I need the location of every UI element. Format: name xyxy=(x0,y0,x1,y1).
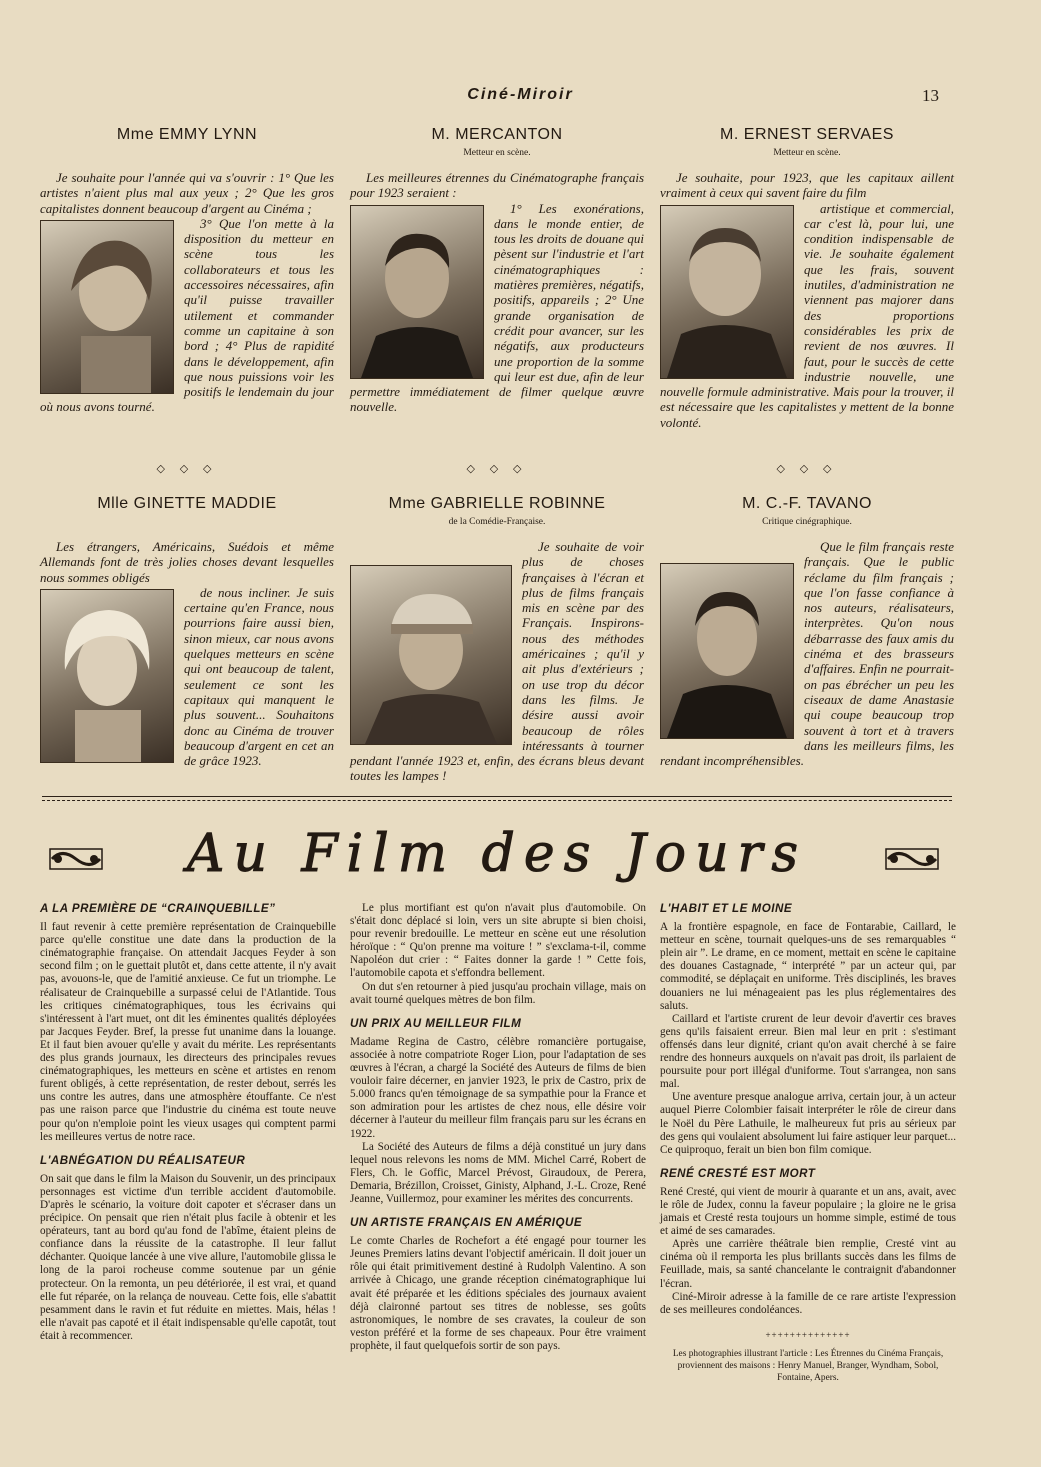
article-paragraph: On sait que dans le film la Maison du Souvenir, un des principaux personnages est victime d'un terrible accident d'automobile. D'après le scénario, la voiture doit capoter et s'écraser dans un précipice. On pensait que rien n'était plus facile à obtenir et les opérateurs, tant au bord qu'au fond de l'abîme, étaient pleins de confiance dans la réussite de la catastrophe. Il leur fallut déchanter. Quoique lancée à une vive allure, l'automobile glissa le long de la paroi rocheuse comme soutenue par un génie protecteur. On la remonta, un peu détériorée, il est vrai, et quand elle fut réparée, on la relança de nouveau. Cette fois, elle s'abattit pesamment dans le ravin et fut réduite en miettes. Mais, hélas ! elle n'avait pas capoté et il était indispensable qu'elle capotât, tout était à recommencer. xyxy=(40,1172,336,1342)
divider-ornament: ◇ ◇ ◇ xyxy=(156,463,218,475)
profile-role xyxy=(40,517,334,529)
article-paragraph: Ciné-Miroir adresse à la famille de ce rare artiste l'expression de ses meilleures condoléances. xyxy=(660,1290,956,1316)
quote-intro: Je souhaite, pour 1923, que les capitaux aillent vraiment à ceux qui savent faire du film xyxy=(660,170,954,201)
scroll-ornament-icon xyxy=(48,846,104,872)
banner-title: Au Film des Jours xyxy=(186,824,808,884)
page-header xyxy=(0,86,1041,110)
photo-credits: Les photographies illustrant l'article : Les Étrennes du Cinéma Français, proviennent des maisons : Henry Manuel, Branger, Wyndham, Sobol, Fontaine, Apers. xyxy=(672,1348,944,1383)
portrait-photo xyxy=(350,565,512,745)
profile-gabrielle-robinne xyxy=(350,495,644,784)
quote-rest: de nous incliner. Je suis certaine qu'en France, nous pourrions faire aussi bien, sinon mieux, car nous avons quelques metteurs en scène qui ont beaucoup de talent, seulement ce sont les capitaux qui manquent le plus souvent... Souhaitons donc au Cinéma de trouver beaucoup d'argent en cet an de grâce 1923. xyxy=(184,584,334,769)
divider-ornament: ◇ ◇ ◇ xyxy=(776,463,838,475)
divider-ornament: ◇ ◇ ◇ xyxy=(466,463,528,475)
profile-ginette-maddie xyxy=(40,495,334,768)
profile-quote xyxy=(40,539,334,768)
masthead: Ciné-Miroir xyxy=(467,86,574,103)
page-number: 13 xyxy=(922,86,939,105)
section-heading: A LA PREMIÈRE DE “CRAINQUEBILLE” xyxy=(40,902,276,915)
profile-quote xyxy=(350,539,644,784)
section-heading: RENÉ CRESTÉ EST MORT xyxy=(660,1166,816,1180)
article-paragraph: René Cresté, qui vient de mourir à quarante et un ans, avait, avec le rôle de Judex, connu la faveur populaire ; la gloire ne le grisa jamais et Cresté resta toujours un homme simple, estimé de tous et aimé de ses camarades. xyxy=(660,1185,956,1238)
portrait-photo xyxy=(660,205,794,379)
portrait-photo xyxy=(350,205,484,379)
profile-name: Mme GABRIELLE ROBINNE xyxy=(388,495,606,512)
quote-rest: artistique et commercial, car c'est là, pour lui, une condition indispensable de vie. Je souhaite également que les frais, souvent inutiles, d'administration ne viennent pas majorer dans des proportions considérables les prix de revient de nos œuvres. Il faut, pour le succès de cette industrie nouvelle, une nouvelle formule administrative. Mais pour la trouver, il est nécessaire que les capitalistes y mettent de la bonne volonté. xyxy=(660,200,954,430)
profile-role xyxy=(40,148,334,160)
article-paragraph: La Société des Auteurs de films a déjà constitué un jury dans lequel nous relevons les noms de MM. Michel Carré, Robert de Flers, Ch. le Goffic, Marcel Prévost, Giraudoux, de Perera, Demaria, Brézillon, Croisset, Ginisty, Alphand, J.-L. Croze, René Jeanne, Vuillermoz, pour examiner les mérites des concurrents. xyxy=(350,1140,646,1205)
profile-role: Metteur en scène. xyxy=(773,148,841,158)
profile-name: Mlle GINETTE MADDIE xyxy=(97,495,277,512)
profile-emmy-lynn xyxy=(40,126,334,415)
section-heading: L'ABNÉGATION DU RÉALISATEUR xyxy=(40,1153,246,1167)
article-paragraph: Une aventure presque analogue arriva, certain jour, à un acteur auquel Pierre Colombier faisait interpréter le rôle de cireur dans le Noël du Père Lathuile, le malheureux fut pris au sérieux par des gens qui voulaient absolument lui faire astiquer leur parquet... Ce quiproquo, ferait un bien bon film comique. xyxy=(660,1091,956,1156)
section-banner xyxy=(42,820,952,892)
article-paragraph: Le plus mortifiant est qu'on n'avait plus d'automobile. On s'était donc déplacé si loin, vers un site abrupte si bien choisi, pour revenir bredouille. Le metteur en scène eut une résolution héroïque : “ Qu'on prenne ma voiture ! ” s'exclama-t-il, comme Napoléon dut crier : “ Faites donner la garde ! ” Cette fois, l'automobile capota et s'effondra bellement. xyxy=(350,902,646,980)
section-heading: UN PRIX AU MEILLEUR FILM xyxy=(350,1016,522,1030)
profile-name: Mme EMMY LYNN xyxy=(116,126,258,143)
profile-name: M. MERCANTON xyxy=(431,126,563,143)
profile-quote xyxy=(350,170,644,415)
profile-mercanton xyxy=(350,126,644,415)
scroll-ornament-icon xyxy=(884,846,940,872)
profile-name: M. ERNEST SERVAES xyxy=(720,126,894,143)
article-column-2 xyxy=(350,902,646,1353)
portrait-photo xyxy=(40,589,174,763)
profile-role: de la Comédie-Française. xyxy=(448,517,546,527)
article-paragraph: Le comte Charles de Rochefort a été engagé pour tourner les Jeunes Premiers latins devant l'objectif américain. Il doit jouer un rôle qui était primitivement destiné à Rudolph Valentino. A son arrivée à Chicago, une grande réception cinématographique lui avait été préparée et les éditions spéciales des journaux avaient déjà claironné partout ses titres de noblesse, ses goûts astronomiques, le nombre de ses cravates, la couleur de son veston préféré et la forme de ses chapeaux. Pour être vraiment prophète, il faut quelquefois sortir de son pays. xyxy=(350,1235,646,1352)
profile-role: Metteur en scène. xyxy=(463,148,531,158)
article-paragraph: Caillard et l'artiste crurent de leur devoir d'avertir ces braves gens qu'ils faisaient erreur. Bien mal leur en prit : s'estimant offensés dans leur dignité, criant qu'on avait cherché à se faire rendre des honneurs auxquels on n'avait pas droit, ils parlaient de poursuite pour port illégal d'uniforme. Tout s'arrangea, non sans mal. xyxy=(660,1012,956,1091)
quote-rest: 1° Les exonérations, dans le monde entier, de tous les droits de douane qui pèsent sur l'industrie et l'art cinématographiques : matières premières, négatifs, positifs, appareils ; 2° Une grande organisation de crédit pour avancer, sur les négatifs, aux producteurs une proportion de la somme qui leur est due, afin de leur permettre immédiatement de filmer quelque œuvre nouvelle. xyxy=(350,200,644,415)
article-paragraph: Madame Regina de Castro, célèbre romancière portugaise, associée à notre compatriote Roger Lion, pour l'adaptation de ses œuvres à l'écran, a chargé la Société des Auteurs de films de bien vouloir faire décerner, en janvier 1923, le prix de Castro, prix de 5.000 francs qu'en témoignage de sa sympathie pour la France et son admiration pour les artistes de chez nous, elle désire voir décerner à l'auteur du meilleur film français paru sur les écrans en 1922. xyxy=(350,1035,646,1140)
article-column-1 xyxy=(40,902,336,1343)
section-heading: L'HABIT ET LE MOINE xyxy=(660,902,793,915)
quote-intro: Les étrangers, Américains, Suédois et même Allemands font de très jolies choses devant lesquelles nous sommes obligés xyxy=(40,539,334,585)
article-column-3 xyxy=(660,902,956,1384)
portrait-photo xyxy=(40,220,174,394)
double-rule xyxy=(42,796,952,797)
profile-name: M. C.-F. TAVANO xyxy=(742,495,872,512)
article-paragraph: A la frontière espagnole, en face de Fontarabie, Caillard, le metteur en scène, tournait quelques-uns de ses remarquables “ plein air ”. Le drame, en ce moment, mettait en scène le capitaine des douanes Castagnade, “ interprété ” par un acteur qui, par commodité, se déplaçait en uniforme. Très disciplinés, les braves douaniers ne lui ménageaient pas les plus réglementaires des saluts. xyxy=(660,921,956,1012)
profile-quote xyxy=(660,539,954,768)
profile-quote xyxy=(40,170,334,415)
section-heading: UN ARTISTE FRANÇAIS EN AMÉRIQUE xyxy=(350,1216,583,1230)
quote-intro: Les meilleures étrennes du Cinématographe français pour 1923 seraient : xyxy=(350,170,644,201)
double-rule xyxy=(42,800,952,801)
profile-ernest-servaes xyxy=(660,126,954,430)
quote-rest: 3° Que l'on mette à la disposition du metteur en scène tous les collaborateurs et tous les accessoires nécessaires, afin qu'il puisse travailler utilement et commander comme un capitaine à son bord ; 4° Plus de rapidité dans le développement, afin que nous puissions voir les positifs le lendemain du jour où nous avons tourné. xyxy=(40,215,334,415)
article-paragraph: On dut s'en retourner à pied jusqu'au prochain village, mais on avait tourné quelques mètres de bon film. xyxy=(350,980,646,1006)
quote-intro: Je souhaite pour l'année qui va s'ouvrir : 1° Que les artistes n'aient plus mal aux yeux ; 2° Que les gros capitalistes donnent beaucoup d'argent au Cinéma ; xyxy=(40,170,334,216)
article-paragraph: Il faut revenir à cette première représentation de Crainquebille parce qu'elle constitue une date dans la production de la cinématographie française. On attendait Jacques Feyder à son second film ; on le guettait plutôt et, dans cette attente, il n'y avait pas, avouons-le, que de l'amitié anxieuse. Ce fut un triomphe. Le réalisateur de Crainquebille a surpassé celui de l'Atlantide. Tous les critiques cinématographiques, tous les écrivains qui s'intéressent à l'art muet, ont dit les éminentes qualités déployées par Jacques Feyder. Bref, la presse fut unanime dans la louange. Et il faut bien avouer qu'elle y avait du mérite. Les représentants des plus grands journaux, les directeurs des principales revues cinématographiques, les metteurs en scène et artistes en renom furent obligés, à cette représentation, de rester debout, serrés les uns contre les autres, dans une atmosphère étouffante. Ce n'est pas une raison parce que l'industrie du cinéma est toute neuve pour qu'on n'emploie point les vieux usages qui comptent parmi les meilleures vertus de notre race. xyxy=(40,921,336,1143)
quote-rest: Que le film français reste français. Que le public réclame du film français ; que l'on fasse confiance à nos auteurs, réalisateurs, interprètes. Qu'on nous débarrasse des faux amis du cinéma et des brasseurs d'affaires. Enfin ne pourrait-on pas ébrécher un peu les ciseaux de dame Anastasie qui coupe beaucoup trop souvent à tort et à travers dans les meilleurs films, les rendant incompréhensibles. xyxy=(660,539,954,769)
separator-stars: ++++++++++++++ xyxy=(765,1329,851,1340)
quote-rest: Je souhaite de voir plus de choses françaises à l'écran et plus de films français mis en scène par des Français. Inspirons-nous des méthodes américaines ; qu'il y ait plus d'extérieurs ; on use trop du décor dans les films. Je désire aussi avoir beaucoup de rôles intéressants à tourner pendant l'année 1923 et, enfin, des écrans bleus devant toutes les lampes ! xyxy=(350,539,644,784)
profile-role: Critique cinégraphique. xyxy=(762,517,852,527)
portrait-photo xyxy=(660,563,794,739)
profile-quote xyxy=(660,170,954,430)
article-paragraph: Après une carrière théâtrale bien remplie, Cresté vint au cinéma où il remporta les plus brillants succès dans les films de Feuillade, mais, sa santé chancelante le contraignit d'abandonner l'écran. xyxy=(660,1238,956,1290)
profile-cf-tavano xyxy=(660,495,954,768)
